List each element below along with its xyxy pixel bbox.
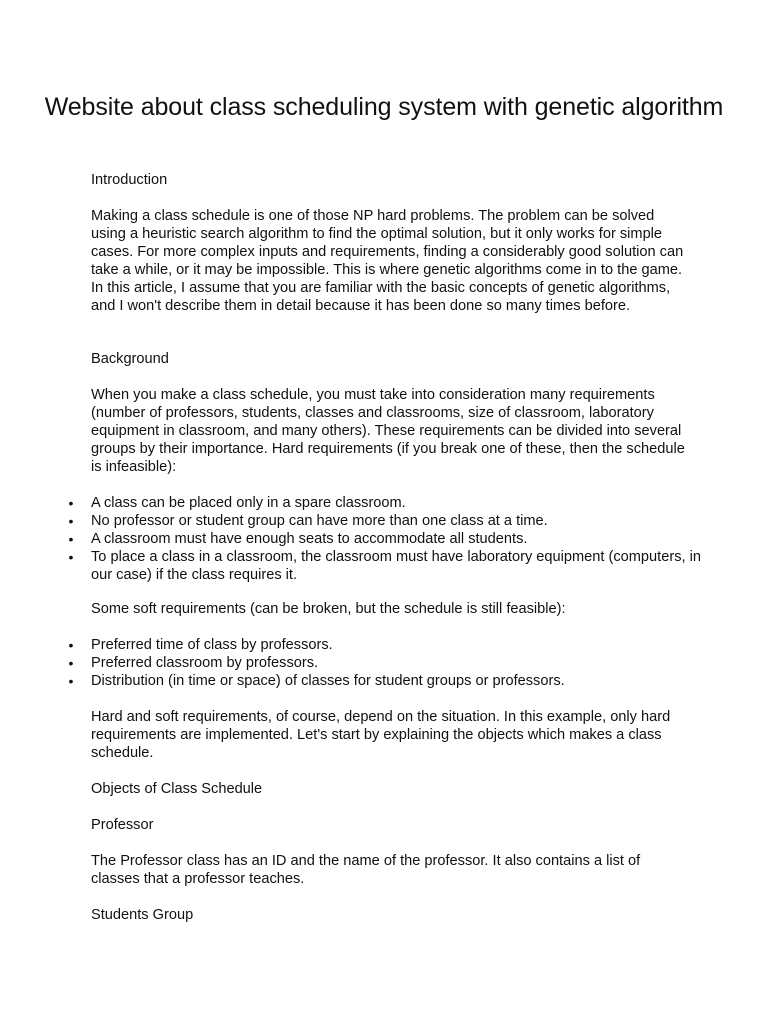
soft-requirement-text: Preferred classroom by professors. <box>91 655 319 671</box>
professor-heading: Professor <box>91 817 154 833</box>
bullet-icon: • <box>68 513 74 529</box>
hard-requirement-text: No professor or student group can have more than one class at a time. <box>91 513 548 529</box>
document-title: Website about class scheduling system with genetic algorithm <box>44 93 724 121</box>
bullet-icon: • <box>68 637 74 653</box>
objects-heading: Objects of Class Schedule <box>91 781 263 797</box>
list-item <box>0 636 700 654</box>
list-item <box>0 494 700 512</box>
hard-requirement-text: To place a class in a classroom, the classroom must have laboratory equipment (computers, in our case) if the class requires it. <box>91 549 701 583</box>
soft-requirements-list <box>0 636 700 690</box>
professor-paragraph: The Professor class has an ID and the name of the professor. It also contains a list of classes that a professor teaches. <box>91 853 641 887</box>
bullet-icon: • <box>68 531 74 547</box>
background-heading: Background <box>91 351 169 367</box>
bullet-icon: • <box>68 673 74 689</box>
background-paragraph: When you make a class schedule, you must take into consideration many requirements (number of professors, students, classes and classrooms, size of classroom, laboratory equipment in classroom, and many others). These requirements can be divided into several groups by their importance. Hard requirements (if you break one of these, then the schedule is infeasible): <box>91 387 685 475</box>
soft-requirement-text: Preferred time of class by professors. <box>91 637 333 653</box>
list-item <box>0 654 700 672</box>
bullet-icon: • <box>68 655 74 671</box>
soft-requirement-text: Distribution (in time or space) of classes for student groups or professors. <box>91 673 565 689</box>
bullet-icon: • <box>68 549 74 565</box>
introduction-heading: Introduction <box>91 172 168 188</box>
bullet-icon: • <box>68 495 74 511</box>
hard-requirement-text: A class can be placed only in a spare classroom. <box>91 495 406 511</box>
hard-requirement-text: A classroom must have enough seats to accommodate all students. <box>91 531 528 547</box>
list-item <box>0 512 700 530</box>
introduction-paragraph: Making a class schedule is one of those NP hard problems. The problem can be solved using a heuristic search algorithm to find the optimal solution, but it only works for simple cases. For more complex inputs and requirements, finding a considerably good solution can take a while, or it may be impossible. This is where genetic algorithms come in to the game. In this article, I assume that you are familiar with the basic concepts of genetic algorithms, and I won't describe them in detail because it has been done so many times before. <box>91 208 684 314</box>
students-group-heading: Students Group <box>91 907 194 923</box>
hard-requirements-list <box>0 494 700 584</box>
soft-requirements-intro: Some soft requirements (can be broken, but the schedule is still feasible): <box>91 601 566 617</box>
list-item <box>0 530 700 548</box>
list-item <box>0 548 711 584</box>
list-item <box>0 672 700 690</box>
hard-soft-paragraph: Hard and soft requirements, of course, depend on the situation. In this example, only hard requirements are implemented. Let's start by explaining the objects which makes a class schedule. <box>91 709 671 761</box>
